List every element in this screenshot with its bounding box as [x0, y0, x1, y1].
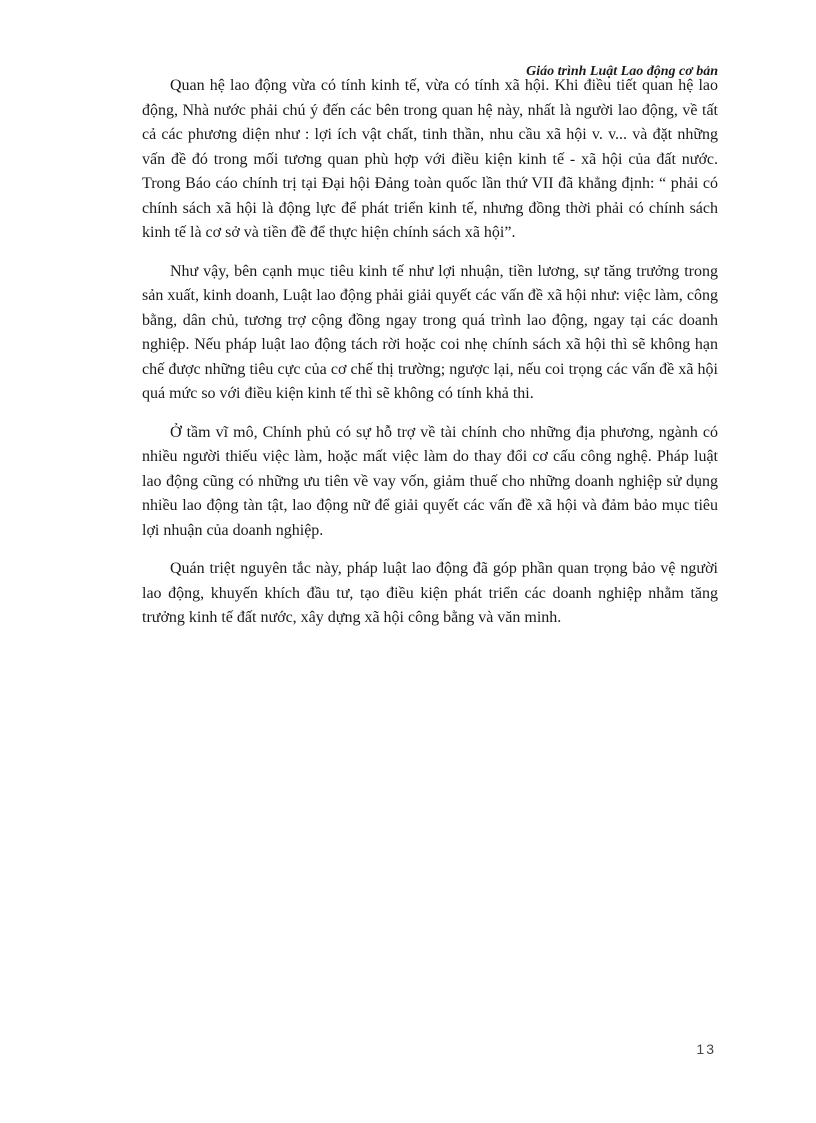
paragraph: Như vậy, bên cạnh mục tiêu kinh tế như lợi nhuận, tiền lương, sự tăng trưởng trong sản xuất, kinh doanh, Luật lao động phải giải quyết các vấn đề xã hội như: việc làm, công bằng, dân chủ, tương trợ cộng đồng ngay trong quá trình lao động, ngay tại các doanh nghiệp. Nếu pháp luật lao động tách rời hoặc coi nhẹ chính sách xã hội thì sẽ không hạn chế được những tiêu cực của cơ chế thị trường; ngược lại, nếu coi trọng các vấn đề xã hội quá mức so với điều kiện kinh tế thì sẽ không có tính khả thi. [142, 262, 718, 402]
paragraph: Quán triệt nguyên tắc này, pháp luật lao động đã góp phần quan trọng bảo vệ người lao động, khuyến khích đầu tư, tạo điều kiện phát triển các doanh nghiệp nhằm tăng trưởng kinh tế đất nước, xây dựng xã hội công bằng và văn minh. [142, 560, 718, 626]
running-header: Giáo trình Luật Lao động cơ bản [526, 64, 718, 79]
paragraph: Quan hệ lao động vừa có tính kinh tế, vừa có tính xã hội. Khi điều tiết quan hệ lao động, Nhà nước phải chú ý đến các bên trong quan hệ này, nhất là người lao động, về tất cả các phương diện như : lợi ích vật chất, tinh thần, nhu cầu xã hội v. v... và đặt những vấn đề đó trong mối tương quan phù hợp với điều kiện kinh tế - xã hội của đất nước. Trong Báo cáo chính trị tại Đại hội Đảng toàn quốc lần thứ VII đã khẳng định: “ phải có chính sách xã hội là động lực để phát triển kinh tế, nhưng đồng thời phải có chính sách kinh tế là cơ sở và tiền đề để thực hiện chính sách xã hội”. [142, 77, 718, 241]
body-text [142, 74, 718, 645]
paragraph: Ở tầm vĩ mô, Chính phủ có sự hỗ trợ về tài chính cho những địa phương, ngành có nhiều người thiếu việc làm, hoặc mất việc làm do thay đổi cơ cấu công nghệ. Pháp luật lao động cũng có những ưu tiên về vay vốn, giảm thuế cho những doanh nghiệp sử dụng nhiều lao động tàn tật, lao động nữ để giải quyết các vấn đề xã hội và đảm bảo mục tiêu lợi nhuận của doanh nghiệp. [142, 423, 718, 539]
page-number: 13 [696, 1041, 716, 1057]
